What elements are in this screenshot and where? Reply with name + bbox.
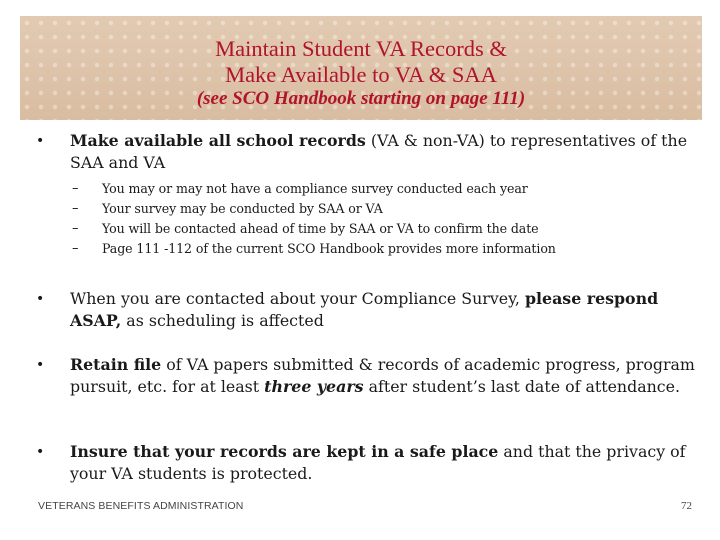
bullet-text [70,354,696,398]
bullet-item-compliance-survey [36,288,696,332]
sub-item-text: Your survey may be conducted by SAA or VA [102,201,383,216]
bullet-marker: • [36,444,45,460]
sub-list-item [72,219,672,239]
bullet-text-bold: Insure that your records are kept in a safe place [70,442,499,461]
bullet-text-plain: When you are contacted about your Compliance Survey, [70,289,525,308]
sub-list-item [72,199,672,219]
footer-organization: VETERANS BENEFITS ADMINISTRATION [38,500,244,512]
bullet-item-safe-place [36,441,696,485]
sub-item-text: Page 111 -112 of the current SCO Handbook provides more information [102,241,556,256]
dash-marker: – [72,241,79,256]
bullet-text-plain: and that the privacy of your VA students is protected. [70,442,686,483]
dash-marker: – [72,201,79,216]
dash-marker: – [72,181,79,196]
bullet-marker: • [36,357,45,373]
slide-title-line-1: Maintain Student VA Records & [215,36,507,61]
bullet-text [70,288,696,332]
sub-list-item [72,179,672,199]
bullet-marker: • [36,133,45,149]
bullet-text-plain: after student’s last date of attendance. [363,377,681,396]
sub-item-text: You will be contacted ahead of time by SAA or VA to confirm the date [102,221,539,236]
page-number: 72 [681,500,692,512]
bullet-marker: • [36,291,45,307]
bullet-text [70,130,696,174]
slide-subtitle: (see SCO Handbook starting on page 111) [196,88,526,109]
bullet-text-plain: as scheduling is affected [121,311,324,330]
sub-list [72,179,672,259]
dash-marker: – [72,221,79,236]
bullet-text-bold: please respond ASAP, [70,289,659,330]
bullet-text [70,441,696,485]
sub-item-text: You may or may not have a compliance survey conducted each year [102,181,528,196]
bullet-text-bold: Make available all school records [70,131,366,150]
bullet-item-records [36,130,696,174]
sub-list-item [72,239,672,259]
bullet-item-retain-file [36,354,696,398]
slide-title-line-2: Make Available to VA & SAA [225,62,497,87]
bullet-text-bold: Retain file [70,355,162,374]
bullet-text-plain: (VA & non-VA) to representatives of the SAA and VA [70,131,688,172]
bullet-text-plain: of VA papers submitted & records of academic progress, program pursuit, etc. for at least [70,355,695,396]
bullet-text-bold-italic: three years [264,377,364,396]
